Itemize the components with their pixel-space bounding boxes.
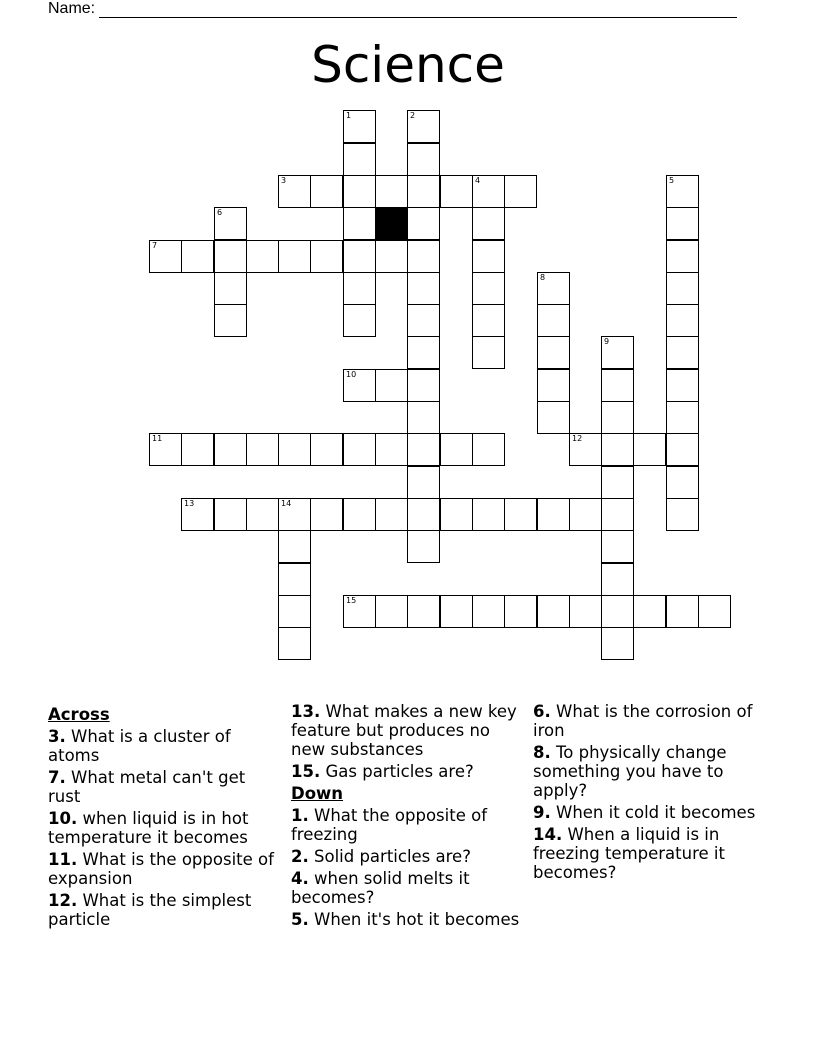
- clue-down-4: 4. when solid melts it becomes?: [291, 869, 470, 907]
- grid-cell[interactable]: [472, 272, 505, 305]
- grid-cell[interactable]: [343, 143, 376, 176]
- grid-cell[interactable]: [601, 595, 634, 628]
- grid-cell[interactable]: [472, 175, 505, 208]
- clue-across-7: 7. What metal can't get rust: [48, 768, 246, 806]
- grid-cell[interactable]: [310, 498, 343, 531]
- grid-cell[interactable]: [375, 369, 408, 402]
- grid-cell[interactable]: [375, 595, 408, 628]
- cell-number: 4: [475, 176, 481, 185]
- grid-cell[interactable]: [601, 369, 634, 402]
- clue-across-13: 13. What makes a new key feature but produces no new substances: [291, 702, 517, 759]
- grid-cell[interactable]: [537, 272, 570, 305]
- clue-down-8: 8. To physically change something you have to apply?: [533, 743, 727, 800]
- grid-cell[interactable]: [278, 530, 311, 563]
- cell-number: 10: [346, 370, 357, 379]
- grid-cell[interactable]: [440, 595, 473, 628]
- grid-cell[interactable]: [440, 175, 473, 208]
- grid-cell[interactable]: [601, 433, 634, 466]
- clue-across-11: 11. What is the opposite of expansion: [48, 850, 274, 888]
- grid-cell[interactable]: [407, 401, 440, 434]
- grid-cell[interactable]: [214, 498, 247, 531]
- grid-cell[interactable]: [666, 401, 699, 434]
- cell-number: 13: [184, 499, 195, 508]
- grid-cell[interactable]: [278, 595, 311, 628]
- grid-cell[interactable]: [472, 498, 505, 531]
- grid-cell[interactable]: [472, 240, 505, 273]
- grid-cell[interactable]: [440, 498, 473, 531]
- grid-cell[interactable]: [375, 240, 408, 273]
- grid-cell[interactable]: [375, 498, 408, 531]
- grid-cell[interactable]: [666, 466, 699, 499]
- grid-cell[interactable]: [407, 369, 440, 402]
- grid-cell[interactable]: [343, 369, 376, 402]
- grid-cell[interactable]: [214, 272, 247, 305]
- grid-cell[interactable]: [407, 595, 440, 628]
- grid-cell[interactable]: [246, 498, 279, 531]
- grid-cell[interactable]: [472, 336, 505, 369]
- cell-number: 3: [281, 176, 287, 185]
- clue-down-5: 5. When it's hot it becomes: [291, 910, 520, 929]
- grid-cell[interactable]: [666, 207, 699, 240]
- down-heading: Down: [291, 784, 344, 803]
- grid-cell[interactable]: [472, 304, 505, 337]
- clue-column-2: [291, 702, 523, 932]
- clue-across-12: 12. What is the simplest particle: [48, 891, 252, 929]
- grid-cell[interactable]: [537, 304, 570, 337]
- grid-cell[interactable]: [537, 498, 570, 531]
- grid-cell[interactable]: [310, 175, 343, 208]
- grid-cell[interactable]: [569, 498, 602, 531]
- grid-cell[interactable]: [569, 433, 602, 466]
- cell-number: 8: [540, 273, 546, 282]
- grid-cell[interactable]: [666, 595, 699, 628]
- grid-cell[interactable]: [343, 110, 376, 143]
- grid-cell[interactable]: [569, 595, 602, 628]
- grid-cell[interactable]: [440, 433, 473, 466]
- grid-cell[interactable]: [407, 466, 440, 499]
- cell-number: 12: [572, 434, 583, 443]
- grid-cell[interactable]: [310, 433, 343, 466]
- grid-cell[interactable]: [407, 240, 440, 273]
- cell-number: 15: [346, 596, 357, 605]
- grid-cell[interactable]: [214, 433, 247, 466]
- grid-cell[interactable]: [666, 272, 699, 305]
- grid-cell[interactable]: [666, 433, 699, 466]
- grid-cell[interactable]: [375, 175, 408, 208]
- grid-cell[interactable]: [633, 595, 666, 628]
- grid-cell[interactable]: [278, 175, 311, 208]
- grid-cell[interactable]: [407, 207, 440, 240]
- grid-cell[interactable]: [601, 401, 634, 434]
- cell-number: 1: [346, 111, 352, 120]
- grid-cell[interactable]: [666, 336, 699, 369]
- clue-across-15: 15. Gas particles are?: [291, 762, 474, 781]
- grid-cell[interactable]: [504, 595, 537, 628]
- cell-number: 5: [669, 176, 675, 185]
- grid-cell[interactable]: [601, 563, 634, 596]
- across-heading: Across: [48, 705, 110, 724]
- grid-cell[interactable]: [343, 498, 376, 531]
- grid-cell[interactable]: [407, 433, 440, 466]
- clue-across-3: 3. What is a cluster of atoms: [48, 727, 231, 765]
- grid-cell[interactable]: [343, 207, 376, 240]
- grid-cell[interactable]: [278, 240, 311, 273]
- grid-cell[interactable]: [472, 595, 505, 628]
- grid-cell[interactable]: [246, 433, 279, 466]
- grid-cell[interactable]: [666, 175, 699, 208]
- grid-cell[interactable]: [407, 143, 440, 176]
- grid-cell[interactable]: [407, 110, 440, 143]
- cell-number: 11: [152, 434, 163, 443]
- grid-cell[interactable]: [343, 595, 376, 628]
- grid-cell[interactable]: [537, 369, 570, 402]
- grid-cell[interactable]: [537, 336, 570, 369]
- grid-cell[interactable]: [343, 433, 376, 466]
- clue-down-6: 6. What is the corrosion of iron: [533, 702, 753, 740]
- grid-cell[interactable]: [310, 240, 343, 273]
- grid-cell[interactable]: [504, 498, 537, 531]
- grid-cell[interactable]: [504, 175, 537, 208]
- grid-cell[interactable]: [472, 433, 505, 466]
- grid-cell[interactable]: [214, 207, 247, 240]
- grid-cell[interactable]: [666, 240, 699, 273]
- grid-cell[interactable]: [181, 433, 214, 466]
- grid-cell[interactable]: [149, 240, 182, 273]
- grid-cell[interactable]: [666, 304, 699, 337]
- grid-cell[interactable]: [407, 175, 440, 208]
- grid-cell[interactable]: [375, 433, 408, 466]
- cell-number: 2: [410, 111, 416, 120]
- grid-cell[interactable]: [666, 369, 699, 402]
- grid-cell[interactable]: [343, 272, 376, 305]
- grid-cell[interactable]: [601, 627, 634, 660]
- grid-cell[interactable]: [181, 240, 214, 273]
- grid-cell[interactable]: [537, 595, 570, 628]
- grid-cell[interactable]: [472, 207, 505, 240]
- cell-number: 6: [217, 208, 223, 217]
- grid-cell[interactable]: [601, 498, 634, 531]
- grid-cell[interactable]: [343, 304, 376, 337]
- clue-across-10: 10. when liquid is in hot temperature it becomes: [48, 809, 249, 847]
- clue-down-9: 9. When it cold it becomes: [533, 803, 756, 822]
- black-cell: [375, 207, 408, 240]
- clue-down-1: 1. What the opposite of freezing: [291, 806, 488, 844]
- grid-cell[interactable]: [278, 627, 311, 660]
- clue-column-1: [48, 702, 280, 932]
- grid-cell[interactable]: [601, 530, 634, 563]
- grid-cell[interactable]: [149, 433, 182, 466]
- grid-cell[interactable]: [278, 498, 311, 531]
- grid-cell[interactable]: [407, 530, 440, 563]
- grid-cell[interactable]: [698, 595, 731, 628]
- page-title: Science: [311, 36, 505, 94]
- grid-cell[interactable]: [246, 240, 279, 273]
- grid-cell[interactable]: [407, 336, 440, 369]
- grid-cell[interactable]: [181, 498, 214, 531]
- cell-number: 14: [281, 499, 292, 508]
- clue-column-3: [533, 702, 765, 885]
- grid-cell[interactable]: [633, 433, 666, 466]
- cell-number: 7: [152, 241, 158, 250]
- grid-cell[interactable]: [666, 498, 699, 531]
- grid-cell[interactable]: [214, 240, 247, 273]
- clue-down-14: 14. When a liquid is in freezing temperature it becomes?: [533, 825, 725, 882]
- grid-cell[interactable]: [343, 175, 376, 208]
- grid-cell[interactable]: [601, 336, 634, 369]
- clue-down-2: 2. Solid particles are?: [291, 847, 471, 866]
- grid-cell[interactable]: [214, 304, 247, 337]
- grid-cell[interactable]: [343, 240, 376, 273]
- grid-cell[interactable]: [278, 563, 311, 596]
- grid-cell[interactable]: [537, 401, 570, 434]
- name-label: Name:: [48, 0, 96, 17]
- grid-cell[interactable]: [407, 272, 440, 305]
- grid-cell[interactable]: [407, 498, 440, 531]
- grid-cell[interactable]: [278, 433, 311, 466]
- cell-number: 9: [604, 337, 610, 346]
- grid-cell[interactable]: [407, 304, 440, 337]
- grid-cell[interactable]: [601, 466, 634, 499]
